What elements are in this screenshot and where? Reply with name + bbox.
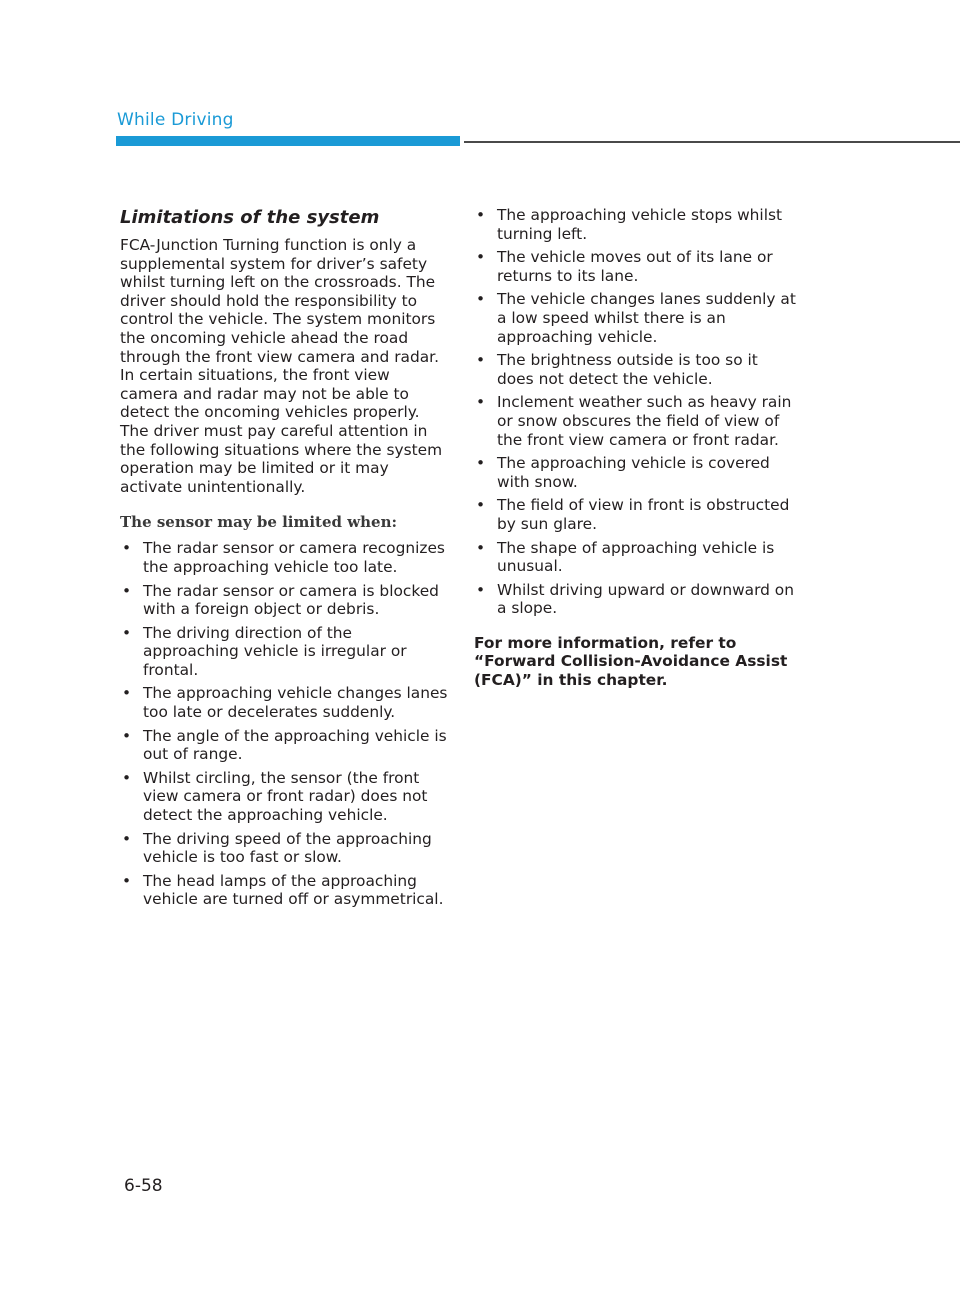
right-bullet-list	[474, 206, 796, 618]
bullet-icon: •	[476, 496, 486, 515]
header-rule	[464, 141, 960, 143]
list-item: • The angle of the approaching vehicle is out of range.	[122, 726, 447, 764]
list-item: • The driving direction of the approaching vehicle is irregular or frontal.	[122, 623, 407, 679]
bullet-icon: •	[476, 454, 486, 473]
list-item: • Whilst driving upward or downward on a slope.	[476, 580, 794, 618]
reference-note: For more information, refer to “Forward Collision-Avoidance Assist (FCA)” in this chapter.	[474, 633, 788, 690]
bullet-icon: •	[122, 684, 132, 703]
list-item: • Whilst circling, the sensor (the front view camera or front radar) does not detect the approaching vehicle.	[122, 768, 428, 825]
list-item: • The shape of approaching vehicle is unusual.	[476, 538, 775, 576]
list-item: • The brightness outside is too so it does not detect the vehicle.	[476, 351, 758, 388]
bullet-icon: •	[122, 829, 132, 848]
list-item: • The approaching vehicle is covered with snow.	[476, 454, 770, 491]
bullet-icon: •	[476, 206, 486, 224]
left-column	[120, 206, 450, 914]
bullet-icon: •	[122, 539, 132, 558]
list-item: • The radar sensor or camera is blocked with a foreign object or debris.	[122, 581, 439, 619]
bullet-icon: •	[476, 248, 486, 267]
section-heading: Limitations of the system	[120, 207, 380, 228]
list-item: • The radar sensor or camera recognizes the approaching vehicle too late.	[122, 539, 445, 576]
list-item: • The vehicle moves out of its lane or returns to its lane.	[476, 248, 773, 285]
bullet-icon: •	[476, 393, 486, 412]
bullet-icon: •	[476, 538, 486, 557]
bullet-icon: •	[122, 623, 132, 642]
list-item: • The driving speed of the approaching vehicle is too fast or slow.	[122, 829, 432, 867]
list-item: • The vehicle changes lanes suddenly at a low speed whilst there is an approaching vehicle.	[476, 290, 796, 346]
bullet-icon: •	[476, 290, 486, 309]
bullet-icon: •	[122, 768, 132, 787]
bullet-icon: •	[476, 351, 486, 370]
page-number: 6-58	[124, 1176, 163, 1196]
sub-heading: The sensor may be limited when:	[120, 513, 398, 532]
left-bullet-list	[120, 539, 450, 909]
list-item: • The approaching vehicle stops whilst turning left.	[476, 206, 783, 243]
intro-paragraph: FCA-Junction Turning function is only a supplemental system for driver’s safety whilst turning left on the crossroads. The driver should hold the responsibility to control the vehicle. The system monitors the oncoming vehicle ahead the road through the front view camera and radar. In certain situations, the front view camera and radar may not be able to detect the oncoming vehicles properly. The driver must pay careful attention in the following situations where the system operation may be limited or it may activate unintentionally.	[120, 236, 443, 496]
list-item: • The approaching vehicle changes lanes too late or decelerates suddenly.	[122, 684, 448, 722]
bullet-icon: •	[122, 581, 132, 600]
list-item: • Inclement weather such as heavy rain or snow obscures the field of view of the front view camera or front radar.	[476, 393, 792, 449]
bullet-icon: •	[122, 726, 132, 745]
header-accent-bar	[116, 136, 460, 146]
list-item: • The field of view in front is obstructed by sun glare.	[476, 496, 790, 533]
list-item: • The head lamps of the approaching vehicle are turned off or asymmetrical.	[122, 871, 444, 909]
right-column	[474, 206, 796, 690]
section-title: While Driving	[117, 110, 234, 130]
bullet-icon: •	[122, 871, 132, 890]
bullet-icon: •	[476, 580, 486, 599]
